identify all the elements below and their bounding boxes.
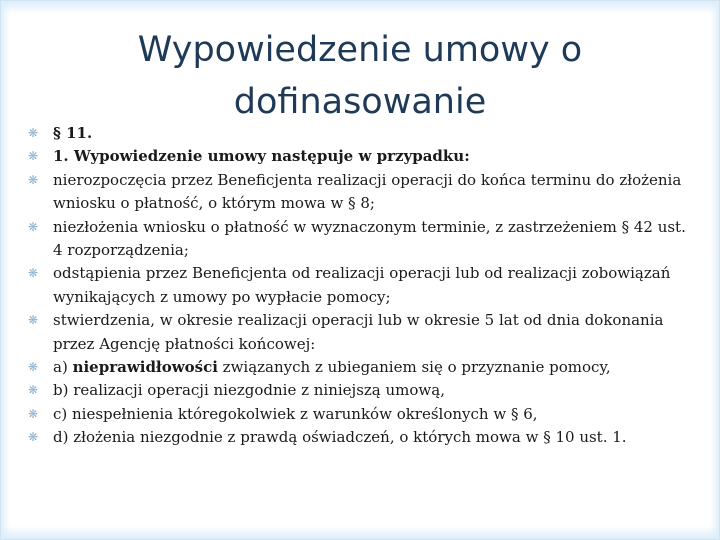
asterisk-bullet-icon: ❋: [28, 126, 39, 140]
list-item-text: stwierdzenia, w okresie realizacji operacji lub w okresie 5 lat od dnia dokonania przez Agencję płatności końcowej:: [53, 311, 664, 353]
list-item: [28, 426, 700, 449]
list-item: [28, 169, 700, 216]
list-item: [28, 403, 700, 426]
list-item-text: b) realizacji operacji niezgodnie z niniejszą umową,: [53, 381, 445, 400]
list-item: [28, 379, 700, 402]
slide-title: Wypowiedzenie umowy o dofinasowanie: [137, 30, 583, 122]
asterisk-bullet-icon: ❋: [28, 406, 39, 421]
asterisk-bullet-icon: ❋: [28, 219, 39, 234]
asterisk-bullet-icon: ❋: [28, 360, 39, 375]
list-item-text: 1. Wypowiedzenie umowy następuje w przypadku:: [53, 147, 470, 166]
list-item: [28, 216, 700, 263]
asterisk-bullet-icon: ❋: [28, 430, 39, 445]
list-item-suffix: związanych z ubieganiem się o przyznanie pomocy,: [217, 358, 611, 377]
asterisk-bullet-icon: ❋: [28, 172, 39, 187]
list-item-text: odstąpienia przez Beneficjenta od realizacji operacji lub od realizacji zobowiązań wynikających z umowy po wypłacie pomocy;: [53, 264, 671, 306]
paragraph-number: § 11.: [53, 124, 93, 142]
asterisk-bullet-icon: ❋: [28, 313, 39, 328]
list-item-text: nierozpoczęcia przez Beneficjenta realizacji operacji do końca terminu do złożenia wniosku o płatność, o którym mowa w § 8;: [53, 170, 682, 213]
list-item-text: niezłożenia wniosku o płatność w wyznaczonym terminie, z zastrzeżeniem § 42 ust. 4 rozporządzenia;: [53, 217, 686, 260]
list-item-text: d) złożenia niezgodnie z prawdą oświadczeń, o których mowa w § 10 ust. 1.: [53, 428, 627, 447]
bullet-list: [28, 122, 700, 450]
list-item-prefix: a): [53, 358, 73, 377]
asterisk-bullet-icon: ❋: [28, 266, 39, 281]
list-item: [28, 309, 700, 356]
list-item: [28, 262, 700, 309]
list-item: [28, 356, 700, 379]
list-item-text: c) niespełnienia któregokolwiek z warunków określonych w § 6,: [53, 404, 538, 423]
list-item-bold-text: nieprawidłowości: [72, 358, 218, 377]
asterisk-bullet-icon: ❋: [28, 383, 39, 398]
list-item: [28, 145, 700, 168]
asterisk-bullet-icon: ❋: [28, 149, 39, 164]
list-item: [28, 122, 700, 145]
